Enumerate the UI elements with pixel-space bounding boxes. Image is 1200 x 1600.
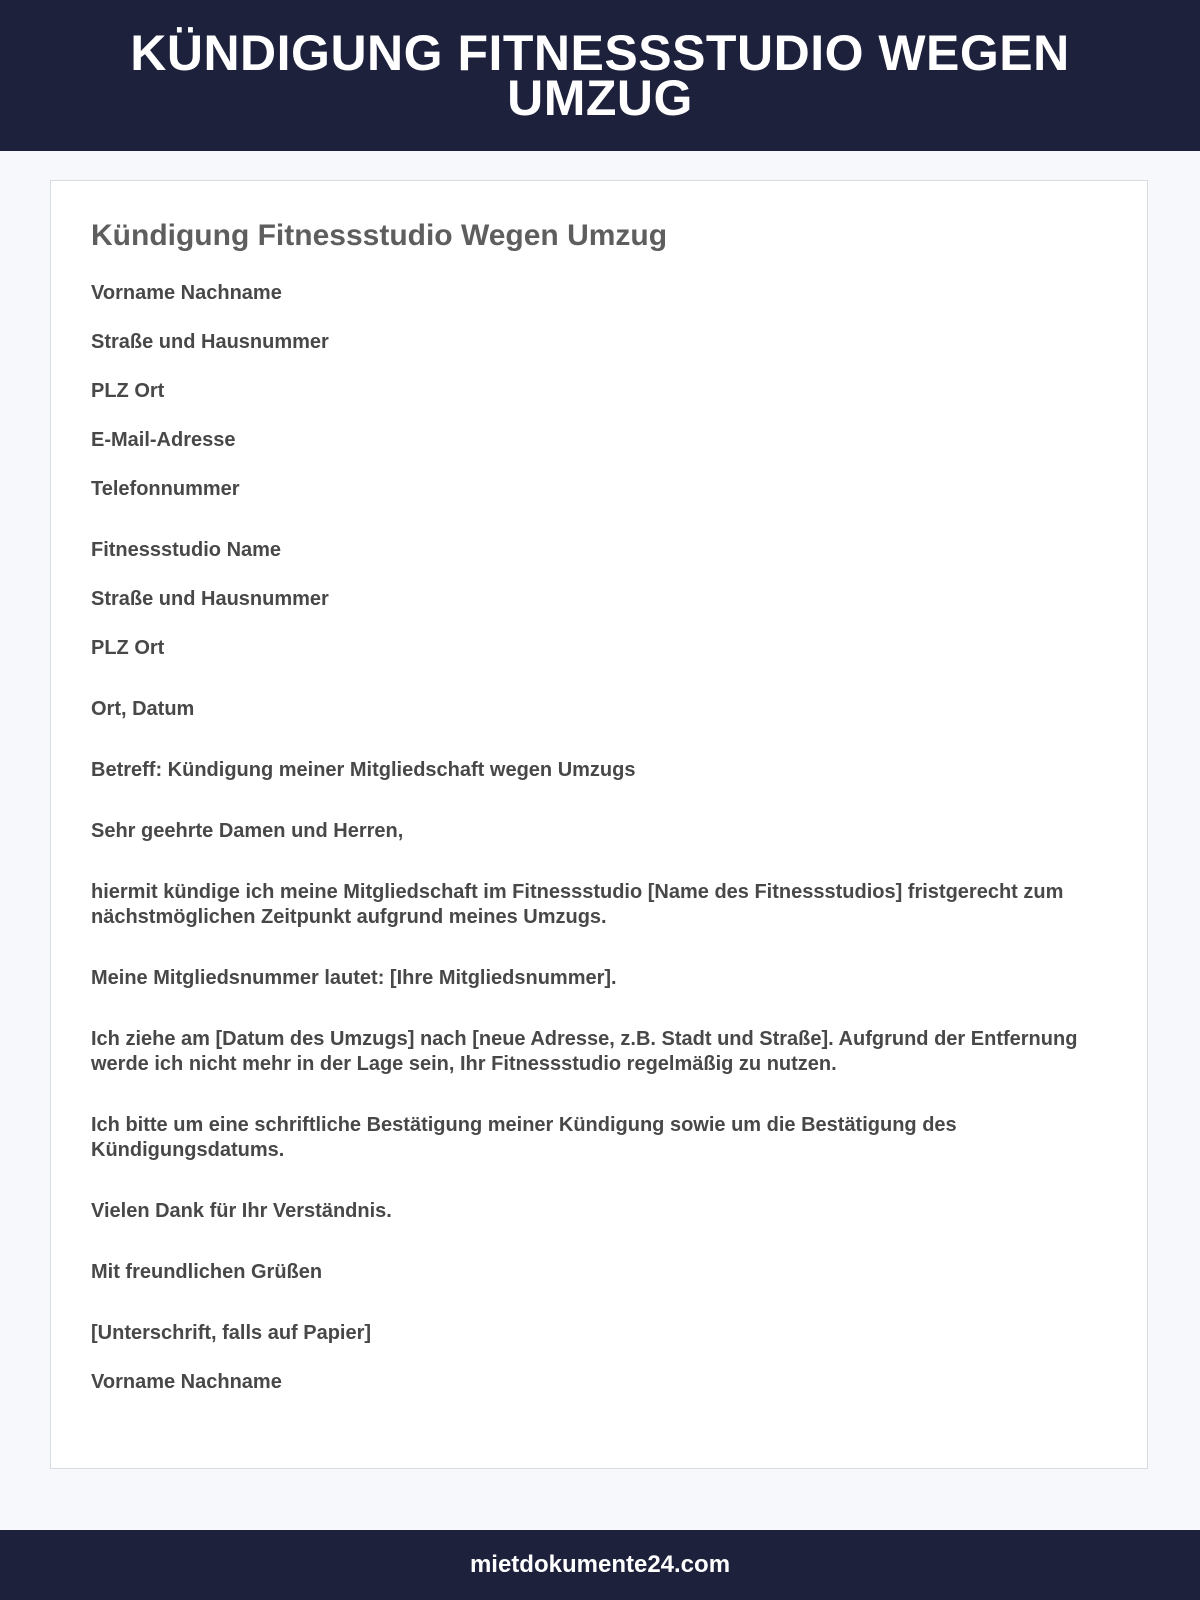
salutation: Sehr geehrte Damen und Herren, — [91, 820, 404, 842]
document-title: Kündigung Fitnessstudio Wegen Umzug — [91, 219, 668, 252]
recipient-name: Fitnessstudio Name — [91, 539, 282, 561]
closing: Mit freundlichen Grüßen — [91, 1261, 323, 1283]
sender-phone: Telefonnummer — [91, 478, 240, 500]
sender-name: Vorname Nachname — [91, 282, 282, 304]
body-paragraph: Meine Mitgliedsnummer lautet: [Ihre Mitgliedsnummer]. — [91, 967, 617, 989]
sender-street: Straße und Hausnummer — [91, 331, 329, 353]
sender-email: E-Mail-Adresse — [91, 429, 236, 451]
page-footer — [0, 1530, 1200, 1600]
subject-line: Betreff: Kündigung meiner Mitgliedschaft wegen Umzugs — [91, 759, 636, 781]
body-paragraph: Ich ziehe am [Datum des Umzugs] nach [neue Adresse, z.B. Stadt und Straße]. Aufgrund der Entfernung werde ich nicht mehr in der Lage sein, Ihr Fitnessstudio regelmäßig zu nutzen. — [91, 1028, 1078, 1075]
signature-name: Vorname Nachname — [91, 1371, 282, 1393]
document-card — [50, 180, 1148, 1469]
page-title: KÜNDIGUNG FITNESSSTUDIO WEGEN UMZUG — [130, 24, 1070, 126]
sender-city: PLZ Ort — [91, 380, 165, 402]
recipient-street: Straße und Hausnummer — [91, 588, 329, 610]
body-paragraph: Ich bitte um eine schriftliche Bestätigung meiner Kündigung sowie um die Bestätigung des Kündigungsdatums. — [91, 1114, 957, 1161]
body-paragraph: hiermit kündige ich meine Mitgliedschaft im Fitnessstudio [Name des Fitnessstudios] fristgerecht zum nächstmöglichen Zeitpunkt aufgrund meines Umzugs. — [91, 881, 1064, 928]
place-date: Ort, Datum — [91, 698, 195, 720]
body-paragraph: Vielen Dank für Ihr Verständnis. — [91, 1200, 392, 1222]
footer-site: mietdokumente24.com — [469, 1551, 731, 1578]
signature-note: [Unterschrift, falls auf Papier] — [91, 1322, 372, 1344]
page-header — [0, 0, 1200, 151]
recipient-city: PLZ Ort — [91, 637, 165, 659]
